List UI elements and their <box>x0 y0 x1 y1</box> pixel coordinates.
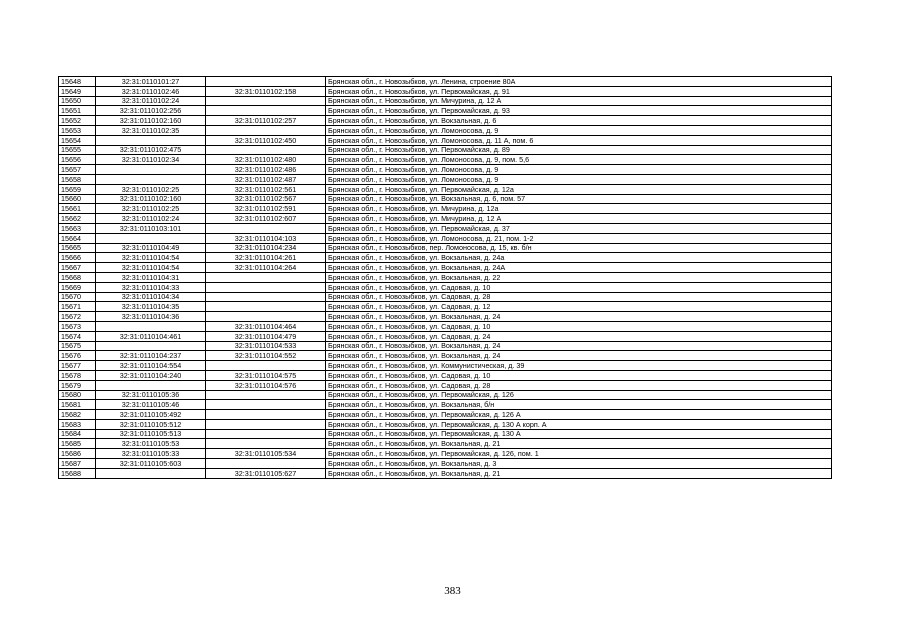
related-cadastral-number-cell <box>206 361 326 371</box>
table-row <box>59 233 832 243</box>
row-number-cell: 15678 <box>59 370 96 380</box>
row-number-cell: 15673 <box>59 321 96 331</box>
table-row <box>59 468 832 478</box>
row-number-cell: 15655 <box>59 145 96 155</box>
row-number-cell: 15688 <box>59 468 96 478</box>
related-cadastral-number-cell: 32:31:0110102:487 <box>206 174 326 184</box>
table-row <box>59 204 832 214</box>
row-number-cell: 15683 <box>59 419 96 429</box>
related-cadastral-number-cell <box>206 282 326 292</box>
address-cell: Брянская обл., г. Новозыбков, ул. Первомайская, д. 126 А <box>326 410 832 420</box>
cadastral-number-cell: 32:31:0110104:34 <box>96 292 206 302</box>
address-cell: Брянская обл., г. Новозыбков, ул. Вокзальная, д. 24 <box>326 312 832 322</box>
row-number-cell: 15649 <box>59 86 96 96</box>
table-row <box>59 331 832 341</box>
cadastral-number-cell: 32:31:0110104:49 <box>96 243 206 253</box>
related-cadastral-number-cell: 32:31:0110102:480 <box>206 155 326 165</box>
cadastral-number-cell: 32:31:0110104:36 <box>96 312 206 322</box>
address-cell: Брянская обл., г. Новозыбков, ул. Ломоносова, д. 9 <box>326 165 832 175</box>
row-number-cell: 15684 <box>59 429 96 439</box>
table-row <box>59 361 832 371</box>
related-cadastral-number-cell: 32:31:0110104:479 <box>206 331 326 341</box>
related-cadastral-number-cell <box>206 400 326 410</box>
table-row <box>59 263 832 273</box>
cadastral-number-cell: 32:31:0110105:33 <box>96 449 206 459</box>
related-cadastral-number-cell: 32:31:0110105:627 <box>206 468 326 478</box>
related-cadastral-number-cell: 32:31:0110102:486 <box>206 165 326 175</box>
related-cadastral-number-cell: 32:31:0110102:450 <box>206 135 326 145</box>
related-cadastral-number-cell: 32:31:0110104:533 <box>206 341 326 351</box>
address-cell: Брянская обл., г. Новозыбков, ул. Вокзальная, д. 6 <box>326 116 832 126</box>
row-number-cell: 15671 <box>59 302 96 312</box>
related-cadastral-number-cell <box>206 272 326 282</box>
row-number-cell: 15669 <box>59 282 96 292</box>
related-cadastral-number-cell: 32:31:0110104:464 <box>206 321 326 331</box>
cadastral-number-cell: 32:31:0110102:35 <box>96 125 206 135</box>
related-cadastral-number-cell <box>206 410 326 420</box>
related-cadastral-number-cell <box>206 302 326 312</box>
address-cell: Брянская обл., г. Новозыбков, ул. Мичурина, д. 12 А <box>326 96 832 106</box>
row-number-cell: 15668 <box>59 272 96 282</box>
address-cell: Брянская обл., г. Новозыбков, ул. Первомайская, д. 93 <box>326 106 832 116</box>
related-cadastral-number-cell <box>206 106 326 116</box>
table-row <box>59 341 832 351</box>
address-cell: Брянская обл., г. Новозыбков, ул. Вокзальная, д. 24 <box>326 351 832 361</box>
address-cell: Брянская обл., г. Новозыбков, пер. Ломоносова, д. 15, кв. б/н <box>326 243 832 253</box>
cadastral-number-cell: 32:31:0110102:160 <box>96 116 206 126</box>
address-cell: Брянская обл., г. Новозыбков, ул. Садовая, д. 10 <box>326 321 832 331</box>
table-row <box>59 380 832 390</box>
row-number-cell: 15651 <box>59 106 96 116</box>
table-row <box>59 429 832 439</box>
row-number-cell: 15662 <box>59 214 96 224</box>
table-row <box>59 223 832 233</box>
address-cell: Брянская обл., г. Новозыбков, ул. Вокзальная, д. 24А <box>326 263 832 273</box>
table-row <box>59 184 832 194</box>
cadastral-number-cell: 32:31:0110102:24 <box>96 96 206 106</box>
table-row <box>59 370 832 380</box>
related-cadastral-number-cell: 32:31:0110104:264 <box>206 263 326 273</box>
table-row <box>59 155 832 165</box>
address-cell: Брянская обл., г. Новозыбков, ул. Первомайская, д. 12а <box>326 184 832 194</box>
table-row <box>59 145 832 155</box>
cadastral-number-cell <box>96 468 206 478</box>
address-cell: Брянская обл., г. Новозыбков, ул. Первомайская, д. 89 <box>326 145 832 155</box>
row-number-cell: 15667 <box>59 263 96 273</box>
address-cell: Брянская обл., г. Новозыбков, ул. Вокзальная, д. 22 <box>326 272 832 282</box>
address-cell: Брянская обл., г. Новозыбков, ул. Садовая, д. 10 <box>326 282 832 292</box>
cadastral-number-cell: 32:31:0110105:53 <box>96 439 206 449</box>
related-cadastral-number-cell <box>206 429 326 439</box>
related-cadastral-number-cell: 32:31:0110102:257 <box>206 116 326 126</box>
address-cell: Брянская обл., г. Новозыбков, ул. Садовая, д. 12 <box>326 302 832 312</box>
related-cadastral-number-cell <box>206 419 326 429</box>
related-cadastral-number-cell: 32:31:0110104:575 <box>206 370 326 380</box>
row-number-cell: 15661 <box>59 204 96 214</box>
cadastral-number-cell: 32:31:0110105:492 <box>96 410 206 420</box>
address-cell: Брянская обл., г. Новозыбков, ул. Первомайская, д. 91 <box>326 86 832 96</box>
address-cell: Брянская обл., г. Новозыбков, ул. Вокзальная, д. 21 <box>326 439 832 449</box>
address-cell: Брянская обл., г. Новозыбков, ул. Мичурина, д. 12а <box>326 204 832 214</box>
related-cadastral-number-cell: 32:31:0110104:234 <box>206 243 326 253</box>
table-row <box>59 135 832 145</box>
address-cell: Брянская обл., г. Новозыбков, ул. Первомайская, д. 37 <box>326 223 832 233</box>
row-number-cell: 15658 <box>59 174 96 184</box>
table-row <box>59 96 832 106</box>
cadastral-number-cell: 32:31:0110104:33 <box>96 282 206 292</box>
row-number-cell: 15652 <box>59 116 96 126</box>
address-cell: Брянская обл., г. Новозыбков, ул. Садовая, д. 28 <box>326 380 832 390</box>
table-row <box>59 459 832 469</box>
registry-table-body <box>59 77 832 479</box>
table-row <box>59 439 832 449</box>
row-number-cell: 15656 <box>59 155 96 165</box>
cadastral-number-cell: 32:31:0110105:46 <box>96 400 206 410</box>
cadastral-number-cell: 32:31:0110104:461 <box>96 331 206 341</box>
row-number-cell: 15674 <box>59 331 96 341</box>
row-number-cell: 15677 <box>59 361 96 371</box>
cadastral-number-cell: 32:31:0110102:34 <box>96 155 206 165</box>
row-number-cell: 15686 <box>59 449 96 459</box>
row-number-cell: 15653 <box>59 125 96 135</box>
table-row <box>59 400 832 410</box>
related-cadastral-number-cell <box>206 292 326 302</box>
row-number-cell: 15681 <box>59 400 96 410</box>
row-number-cell: 15665 <box>59 243 96 253</box>
address-cell: Брянская обл., г. Новозыбков, ул. Первомайская, д. 130 А <box>326 429 832 439</box>
cadastral-number-cell: 32:31:0110102:25 <box>96 184 206 194</box>
row-number-cell: 15676 <box>59 351 96 361</box>
address-cell: Брянская обл., г. Новозыбков, ул. Ломоносова, д. 9 <box>326 125 832 135</box>
address-cell: Брянская обл., г. Новозыбков, ул. Вокзальная, д. 24а <box>326 253 832 263</box>
related-cadastral-number-cell: 32:31:0110102:607 <box>206 214 326 224</box>
cadastral-number-cell: 32:31:0110104:54 <box>96 253 206 263</box>
cadastral-number-cell: 32:31:0110102:24 <box>96 214 206 224</box>
table-row <box>59 390 832 400</box>
table-row <box>59 272 832 282</box>
address-cell: Брянская обл., г. Новозыбков, ул. Садовая, д. 10 <box>326 370 832 380</box>
table-row <box>59 302 832 312</box>
row-number-cell: 15687 <box>59 459 96 469</box>
address-cell: Брянская обл., г. Новозыбков, ул. Первомайская, д. 126, пом. 1 <box>326 449 832 459</box>
cadastral-number-cell: 32:31:0110102:256 <box>96 106 206 116</box>
cadastral-number-cell: 32:31:0110105:512 <box>96 419 206 429</box>
related-cadastral-number-cell: 32:31:0110102:567 <box>206 194 326 204</box>
cadastral-number-cell: 32:31:0110102:25 <box>96 204 206 214</box>
address-cell: Брянская обл., г. Новозыбков, ул. Вокзальная, д. 6, пом. 57 <box>326 194 832 204</box>
related-cadastral-number-cell: 32:31:0110102:561 <box>206 184 326 194</box>
cadastral-number-cell <box>96 321 206 331</box>
cadastral-number-cell: 32:31:0110104:237 <box>96 351 206 361</box>
cadastral-number-cell: 32:31:0110104:54 <box>96 263 206 273</box>
table-row <box>59 165 832 175</box>
table-row <box>59 77 832 87</box>
cadastral-number-cell: 32:31:0110102:160 <box>96 194 206 204</box>
table-row <box>59 116 832 126</box>
cadastral-number-cell <box>96 380 206 390</box>
related-cadastral-number-cell: 32:31:0110102:158 <box>206 86 326 96</box>
row-number-cell: 15648 <box>59 77 96 87</box>
row-number-cell: 15657 <box>59 165 96 175</box>
table-row <box>59 351 832 361</box>
table-row <box>59 243 832 253</box>
row-number-cell: 15670 <box>59 292 96 302</box>
related-cadastral-number-cell <box>206 312 326 322</box>
cadastral-number-cell: 32:31:0110101:27 <box>96 77 206 87</box>
row-number-cell: 15650 <box>59 96 96 106</box>
related-cadastral-number-cell <box>206 96 326 106</box>
row-number-cell: 15666 <box>59 253 96 263</box>
address-cell: Брянская обл., г. Новозыбков, ул. Вокзальная, б/н <box>326 400 832 410</box>
table-row <box>59 174 832 184</box>
cadastral-number-cell <box>96 135 206 145</box>
cadastral-number-cell <box>96 233 206 243</box>
related-cadastral-number-cell <box>206 125 326 135</box>
related-cadastral-number-cell: 32:31:0110104:576 <box>206 380 326 390</box>
cadastral-number-cell: 32:31:0110104:35 <box>96 302 206 312</box>
table-row <box>59 419 832 429</box>
cadastral-number-cell: 32:31:0110105:36 <box>96 390 206 400</box>
cadastral-number-cell: 32:31:0110103:101 <box>96 223 206 233</box>
row-number-cell: 15664 <box>59 233 96 243</box>
cadastral-number-cell: 32:31:0110104:554 <box>96 361 206 371</box>
related-cadastral-number-cell: 32:31:0110104:552 <box>206 351 326 361</box>
row-number-cell: 15682 <box>59 410 96 420</box>
row-number-cell: 15680 <box>59 390 96 400</box>
row-number-cell: 15654 <box>59 135 96 145</box>
registry-table <box>58 76 832 479</box>
table-row <box>59 410 832 420</box>
cadastral-number-cell <box>96 165 206 175</box>
address-cell: Брянская обл., г. Новозыбков, ул. Вокзальная, д. 24 <box>326 341 832 351</box>
cadastral-number-cell <box>96 341 206 351</box>
address-cell: Брянская обл., г. Новозыбков, ул. Садовая, д. 28 <box>326 292 832 302</box>
address-cell: Брянская обл., г. Новозыбков, ул. Ломоносова, д. 9 <box>326 174 832 184</box>
table-row <box>59 194 832 204</box>
cadastral-number-cell <box>96 174 206 184</box>
table-row <box>59 106 832 116</box>
related-cadastral-number-cell <box>206 439 326 449</box>
row-number-cell: 15672 <box>59 312 96 322</box>
cadastral-number-cell: 32:31:0110104:240 <box>96 370 206 380</box>
table-row <box>59 125 832 135</box>
cadastral-number-cell: 32:31:0110105:603 <box>96 459 206 469</box>
table-row <box>59 86 832 96</box>
related-cadastral-number-cell: 32:31:0110102:591 <box>206 204 326 214</box>
cadastral-number-cell: 32:31:0110102:46 <box>96 86 206 96</box>
related-cadastral-number-cell <box>206 390 326 400</box>
address-cell: Брянская обл., г. Новозыбков, ул. Первомайская, д. 130 А корп. А <box>326 419 832 429</box>
row-number-cell: 15685 <box>59 439 96 449</box>
table-row <box>59 253 832 263</box>
row-number-cell: 15659 <box>59 184 96 194</box>
table-row <box>59 449 832 459</box>
row-number-cell: 15675 <box>59 341 96 351</box>
table-row <box>59 292 832 302</box>
address-cell: Брянская обл., г. Новозыбков, ул. Ломоносова, д. 11 А, пом. 6 <box>326 135 832 145</box>
row-number-cell: 15679 <box>59 380 96 390</box>
address-cell: Брянская обл., г. Новозыбков, ул. Ломоносова, д. 21, пом. 1-2 <box>326 233 832 243</box>
page-number: 383 <box>444 585 461 597</box>
cadastral-number-cell: 32:31:0110104:31 <box>96 272 206 282</box>
cadastral-number-cell: 32:31:0110102:475 <box>96 145 206 155</box>
related-cadastral-number-cell <box>206 459 326 469</box>
related-cadastral-number-cell <box>206 77 326 87</box>
address-cell: Брянская обл., г. Новозыбков, ул. Первомайская, д. 126 <box>326 390 832 400</box>
table-row <box>59 214 832 224</box>
address-cell: Брянская обл., г. Новозыбков, ул. Вокзальная, д. 3 <box>326 459 832 469</box>
table-row <box>59 282 832 292</box>
address-cell: Брянская обл., г. Новозыбков, ул. Ленина, строение 80А <box>326 77 832 87</box>
table-row <box>59 321 832 331</box>
address-cell: Брянская обл., г. Новозыбков, ул. Мичурина, д. 12 А <box>326 214 832 224</box>
table-row <box>59 312 832 322</box>
row-number-cell: 15660 <box>59 194 96 204</box>
cadastral-number-cell: 32:31:0110105:513 <box>96 429 206 439</box>
address-cell: Брянская обл., г. Новозыбков, ул. Садовая, д. 24 <box>326 331 832 341</box>
address-cell: Брянская обл., г. Новозыбков, ул. Коммунистическая, д. 39 <box>326 361 832 371</box>
address-cell: Брянская обл., г. Новозыбков, ул. Ломоносова, д. 9, пом. 5,6 <box>326 155 832 165</box>
related-cadastral-number-cell <box>206 223 326 233</box>
related-cadastral-number-cell: 32:31:0110104:103 <box>206 233 326 243</box>
row-number-cell: 15663 <box>59 223 96 233</box>
related-cadastral-number-cell <box>206 145 326 155</box>
address-cell: Брянская обл., г. Новозыбков, ул. Вокзальная, д. 21 <box>326 468 832 478</box>
related-cadastral-number-cell: 32:31:0110105:534 <box>206 449 326 459</box>
related-cadastral-number-cell: 32:31:0110104:261 <box>206 253 326 263</box>
